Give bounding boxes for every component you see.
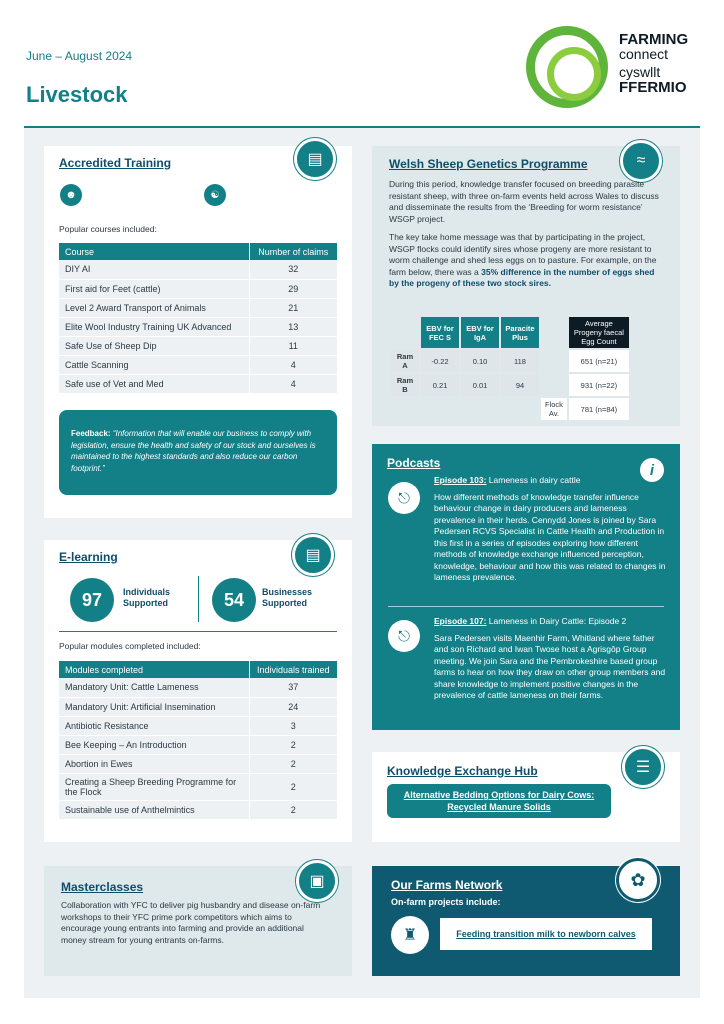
table-row [59, 374, 337, 393]
wsgp-title: Welsh Sheep Genetics Programme [389, 157, 588, 171]
table-header: EBV for FEC S [421, 317, 459, 348]
individuals-label-2: Supported [123, 598, 168, 608]
masterclasses-card [44, 866, 352, 976]
dna-icon: ≈ [620, 140, 662, 182]
popular-courses-label: Popular courses included: [59, 224, 157, 234]
episode-name: Lameness in Dairy Cattle: Episode 2 [486, 616, 627, 626]
feedback-label: Feedback: [71, 429, 111, 438]
table-header: Number of claims [249, 243, 337, 260]
individuals-count: 97 [70, 578, 114, 622]
table-cell: First aid for Feet (cattle) [59, 279, 249, 298]
episode-number-link[interactable]: Episode 107: [434, 616, 487, 626]
table-row [59, 800, 337, 819]
stat-divider [198, 576, 199, 622]
courses-table [59, 243, 337, 394]
table-row [59, 317, 337, 336]
table-cell: DIY AI [59, 260, 249, 279]
wsgp-para-2-bold: 35% difference in the number of eggs shed by the progeny of these two stock sires. [389, 266, 655, 288]
podcast-divider [388, 606, 664, 607]
elearning-certificate-icon: ▤ [292, 534, 334, 576]
table-cell: 0.21 [421, 374, 459, 396]
table-cell: 24 [249, 697, 337, 716]
table-cell: 13 [249, 317, 337, 336]
table-header: Average Progeny faecal Egg Count [569, 317, 629, 348]
table-header: Course [59, 243, 249, 260]
table-cell: 2 [249, 773, 337, 800]
table-cell: Flock Av. [541, 398, 567, 420]
table-gap [541, 374, 567, 396]
table-cell: 11 [249, 336, 337, 355]
table-cell: Abortion in Ewes [59, 754, 249, 773]
table-cell: Elite Wool Industry Training UK Advanced [59, 317, 249, 336]
table-cell: Level 2 Award Transport of Animals [59, 298, 249, 317]
bedding-options-line-2: Recycled Manure Solids [447, 802, 551, 812]
wsgp-para-1: During this period, knowledge transfer focused on breeding parasite resistant sheep, with three on-farm events held across Wales to discuss and disseminate the results from the ‘Breeding for worm resistance’ WSGP project. [389, 179, 659, 224]
table-header: EBV for IgA [461, 317, 499, 348]
table-cell: Ram B [391, 374, 419, 396]
table-cell: 4 [249, 355, 337, 374]
table-cell: Sustainable use of Anthelmintics [59, 800, 249, 819]
table-row [59, 336, 337, 355]
table-cell: -0.22 [421, 350, 459, 372]
table-row [391, 374, 629, 396]
report-date: June – August 2024 [26, 49, 133, 63]
businesses-label [262, 587, 312, 609]
table-cell: 0.10 [461, 350, 499, 372]
microphone-icon: ⎋ [388, 620, 420, 652]
table-cell: Antibiotic Resistance [59, 716, 249, 735]
table-header: Individuals trained [249, 661, 337, 678]
table-row [59, 754, 337, 773]
table-cell: 118 [501, 350, 539, 372]
table-cell: 94 [501, 374, 539, 396]
table-row [59, 735, 337, 754]
person-icon: ☻ [60, 184, 82, 206]
accredited-training-card [44, 146, 352, 518]
elearning-card [44, 540, 352, 842]
elearning-title: E-learning [59, 550, 118, 564]
table-cell: 2 [249, 800, 337, 819]
table-cell: 931 (n=22) [569, 374, 629, 396]
table-row [59, 678, 337, 697]
table-row [59, 355, 337, 374]
masterclass-presentation-icon: ▣ [296, 860, 338, 902]
logo-text-4: FFERMIO [619, 79, 687, 96]
table-row [59, 773, 337, 800]
table-cell: Ram A [391, 350, 419, 372]
table-cell: 2 [249, 735, 337, 754]
table-cell: Cattle Scanning [59, 355, 249, 374]
businesses-count: 54 [212, 578, 256, 622]
table-header: Paracite Plus [501, 317, 539, 348]
table-row [391, 317, 629, 348]
table-cell: 29 [249, 279, 337, 298]
popular-modules-label: Popular modules completed included: [59, 641, 201, 651]
feedback-box [59, 410, 337, 495]
table-gap [541, 317, 567, 348]
table-cell: 4 [249, 374, 337, 393]
stats-underline [59, 631, 337, 632]
info-icon: i [640, 458, 664, 482]
episode-description: Sara Pedersen visits Maenhir Farm, Whitland where father and son Richard and Iwan Twose host a Agrisgôp Group meeting. We join Sara and the Pembrokeshire based group farms to hear on how they draw on other group members and share knowledge to implement positive changes in the prevalence of cattle lameness on their farms. [434, 632, 666, 700]
table-row [59, 716, 337, 735]
masterclasses-title: Masterclasses [61, 880, 144, 894]
feeding-transition-milk-link[interactable]: Feeding transition milk to newborn calves [440, 918, 652, 950]
our-farms-subtitle: On-farm projects include: [391, 897, 501, 907]
hub-title: Knowledge Exchange Hub [387, 764, 538, 778]
table-row [59, 260, 337, 279]
cow-icon: ♜ [391, 916, 429, 954]
our-farms-network-panel [372, 866, 680, 976]
accredited-training-title: Accredited Training [59, 156, 172, 170]
table-cell: Mandatory Unit: Artificial Insemination [59, 697, 249, 716]
wsgp-card [372, 146, 680, 426]
logo-ring-icon [526, 26, 608, 108]
farming-connect-logo [526, 26, 706, 106]
feedback-quote: “Information that will enable our business to comply with legislation, ensure the health and safety of our stock and ourselves is maintained to the highest standards and also reduce our carbon footprint.” [71, 429, 316, 473]
table-cell: 0.01 [461, 374, 499, 396]
logo-text-1: FARMING [619, 31, 689, 48]
podcasts-panel [372, 444, 680, 730]
table-corner [391, 317, 419, 348]
podcasts-title: Podcasts [387, 456, 441, 470]
table-cell: 2 [249, 754, 337, 773]
table-row [59, 298, 337, 317]
table-header: Modules completed [59, 661, 249, 678]
logo-text-3: cyswllt [619, 64, 661, 80]
wsgp-para-2 [389, 232, 661, 290]
table-cell: 781 (n=84) [569, 398, 629, 420]
stacked-layers-icon: ☰ [622, 746, 664, 788]
table-gap [541, 350, 567, 372]
bedding-options-link[interactable] [387, 784, 611, 818]
masterclasses-text: Collaboration with YFC to deliver pig husbandry and disease on-farm workshops to their YFC prime pork competitors which aims to encourage young entrants into farming and provide an additional money stream for young entrants on-farms. [61, 900, 321, 945]
individuals-label-1: Individuals [123, 587, 171, 597]
table-cell: Safe Use of Sheep Dip [59, 336, 249, 355]
episode-number-link[interactable]: Episode 103: [434, 475, 487, 485]
table-row [59, 279, 337, 298]
table-cell: Mandatory Unit: Cattle Lameness [59, 678, 249, 697]
genetics-table [389, 315, 631, 422]
table-gap [391, 398, 539, 420]
training-certificate-icon: ▤ [294, 138, 336, 180]
page-title: Livestock [26, 82, 128, 107]
episode-description: How different methods of knowledge transfer influence behaviour change in dairy producers and lameness prevalence in their herds. Cennydd Jones is joined by Sara Pedersen RCVS Specialist in Cattle Health and Production in this first in a series of episodes exploring how different methods of knowledge exchange influenced perception, knowledge, behaviour and how this was related to changes in lameness prevalence. [434, 491, 666, 582]
episode-name: Lameness in dairy cattle [486, 475, 581, 485]
individuals-label [123, 587, 170, 609]
table-cell: Safe use of Vet and Med [59, 374, 249, 393]
table-cell: 21 [249, 298, 337, 317]
table-cell: 37 [249, 678, 337, 697]
table-row [391, 398, 629, 420]
wsgp-para-2-text: The key take home message was that by participating in the project, WSGP flocks could identify sires whose progeny are more resistant to worm challenge and shed less eggs on to pasture. For example, on the farm below, there was a [389, 232, 657, 277]
table-cell: Bee Keeping – An Introduction [59, 735, 249, 754]
modules-table [59, 661, 337, 820]
table-cell: Creating a Sheep Breeding Programme for the Flock [59, 773, 249, 800]
businesses-label-2: Supported [262, 598, 307, 608]
table-cell: 3 [249, 716, 337, 735]
businesses-label-1: Businesses [262, 587, 313, 597]
microphone-icon: ⎋ [388, 482, 420, 514]
table-cell: 651 (n=21) [569, 350, 629, 372]
podcast-episode-107[interactable] [434, 616, 666, 702]
podcast-episode-103[interactable] [434, 475, 666, 584]
knowledge-exchange-hub-card [372, 752, 680, 842]
our-farms-title: Our Farms Network [391, 878, 503, 892]
logo-text-2: connect [619, 46, 669, 62]
bedding-options-line-1: Alternative Bedding Options for Dairy Cows: [403, 790, 595, 800]
table-row [59, 697, 337, 716]
wales-map-icon: ✿ [616, 858, 660, 902]
table-row [391, 350, 629, 372]
group-icon: ☯ [204, 184, 226, 206]
table-cell: 32 [249, 260, 337, 279]
